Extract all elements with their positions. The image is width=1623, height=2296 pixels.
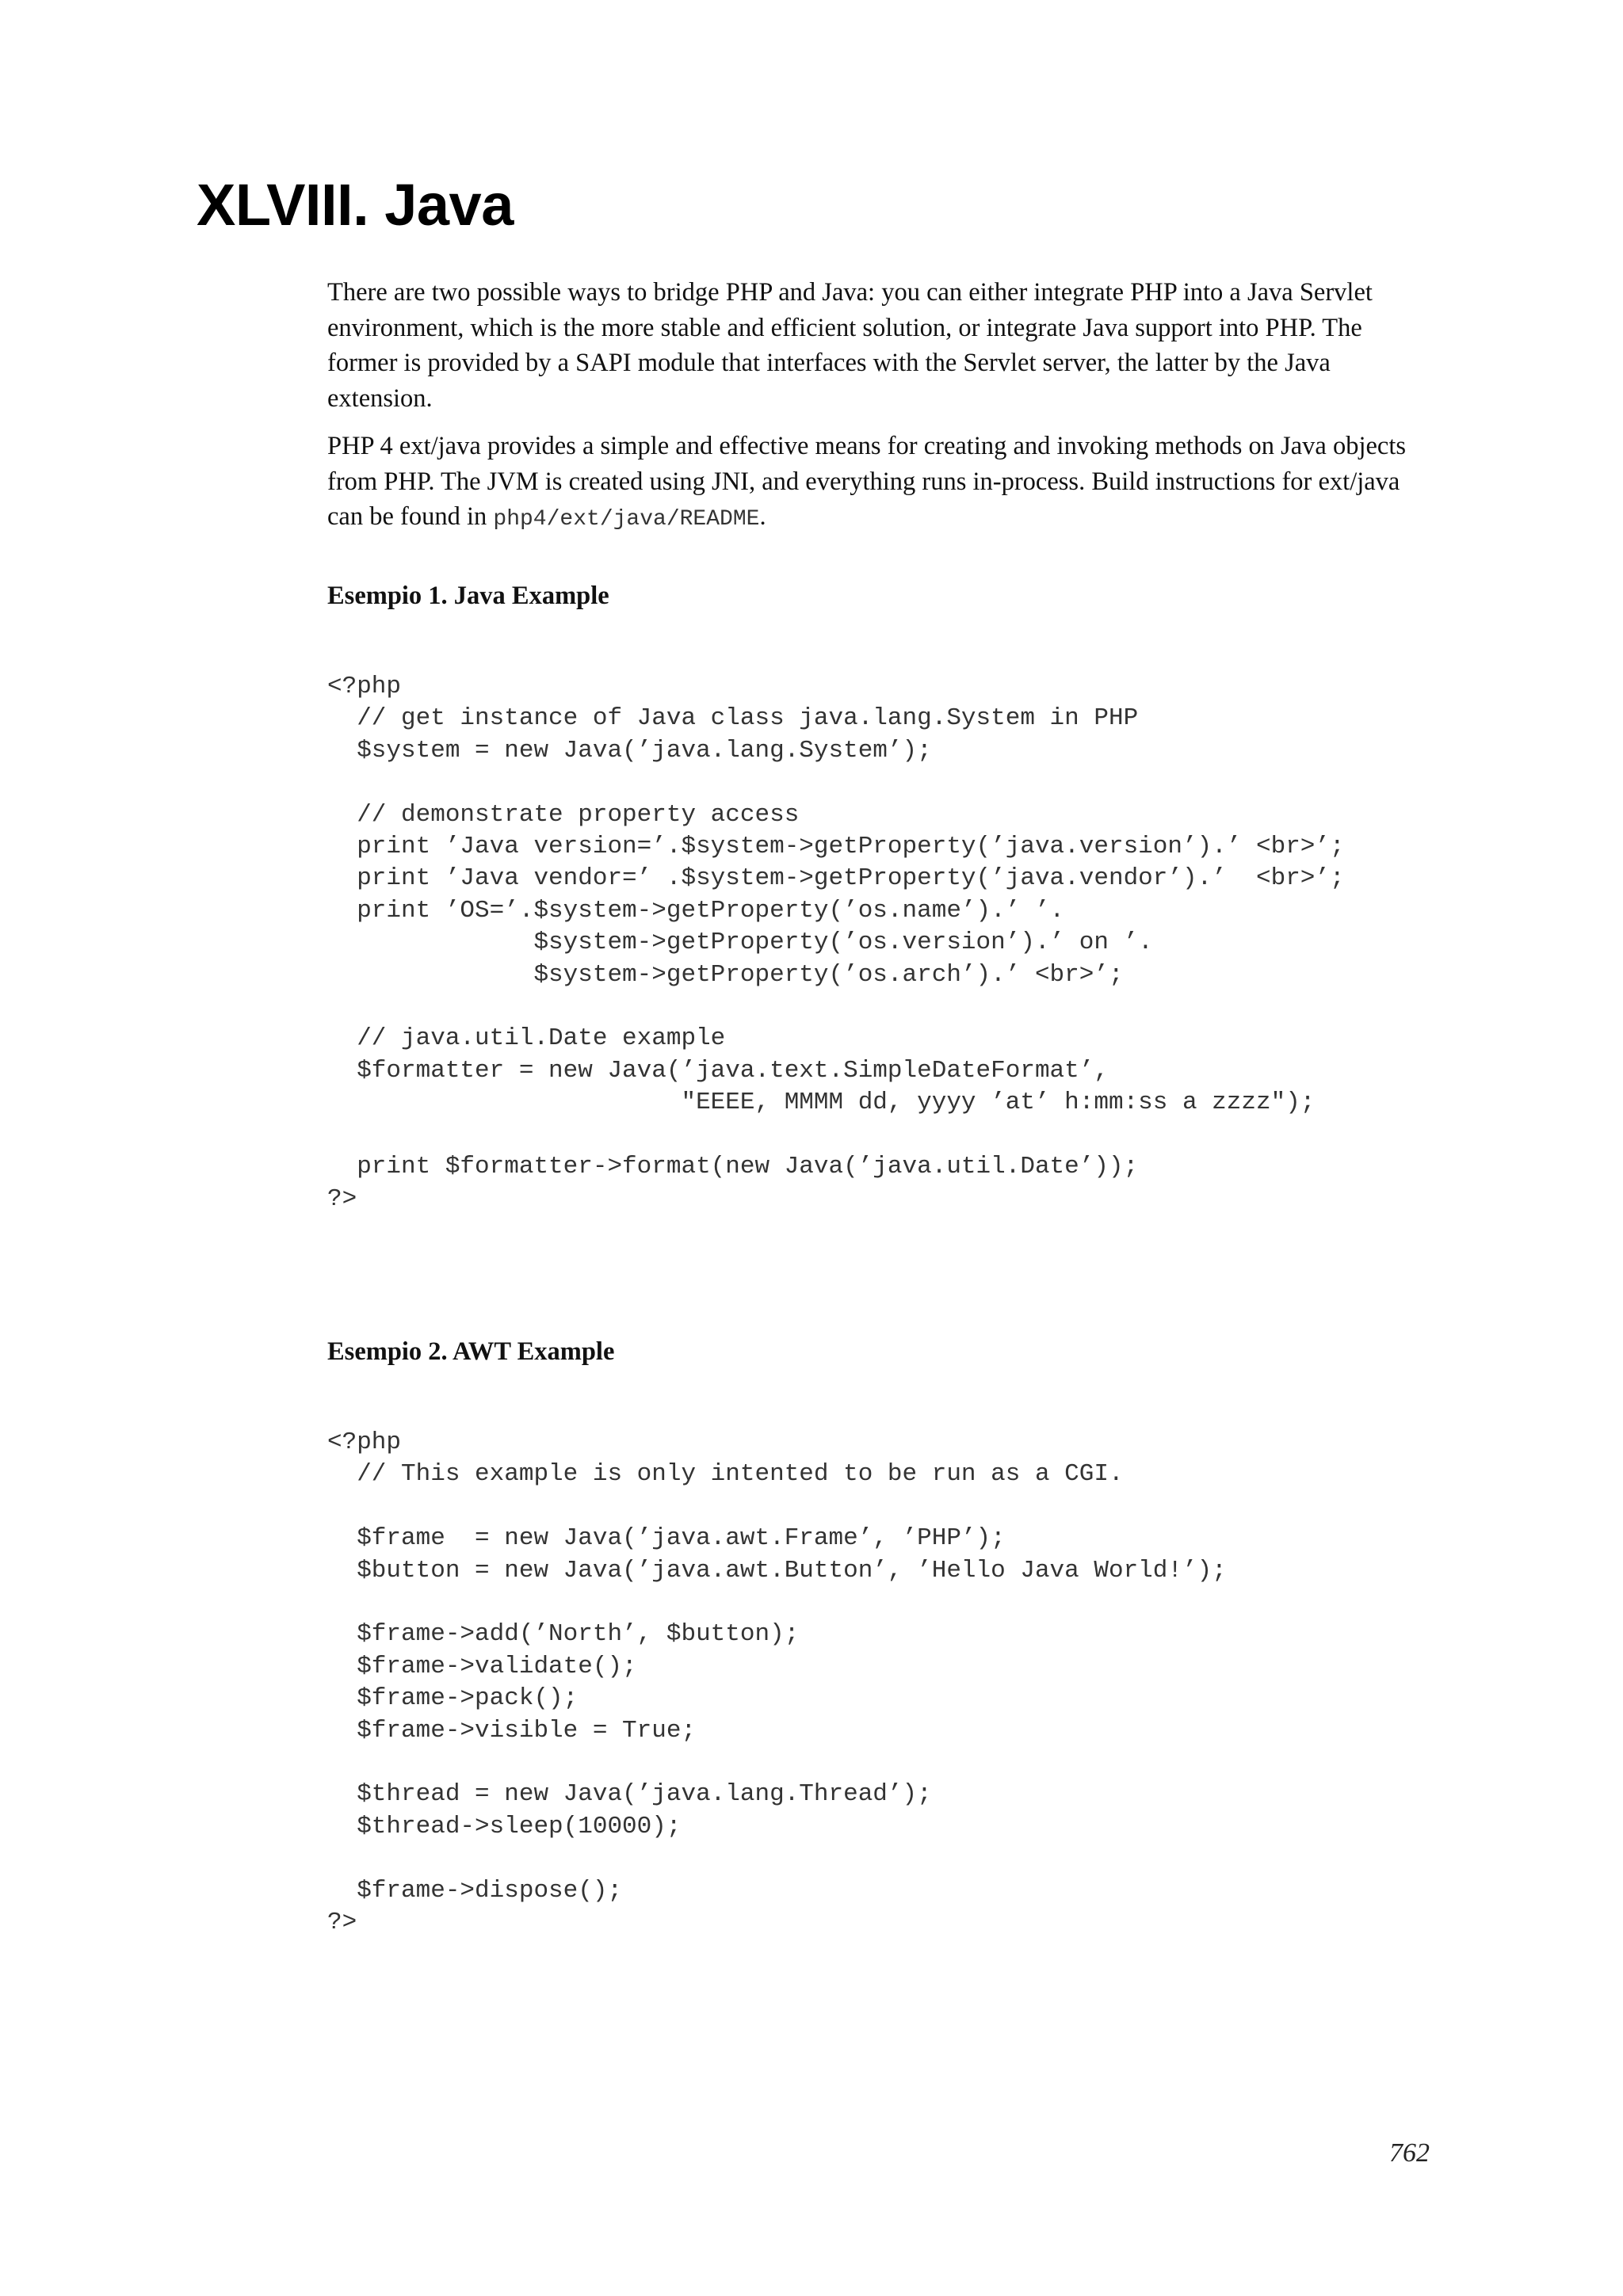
intro-paragraph-1: There are two possible ways to bridge PHP and Java: you can either integrate PHP into a Java Servlet environment, which is the more stable and efficient solution, or integrate Java support into PHP. The former is provided by a SAPI module that interfaces with the Servlet server, the latter by the Java extension. [327, 278, 1373, 413]
readme-path: php4/ext/java/README [493, 507, 760, 532]
intro-paragraph-2-end: . [759, 502, 766, 531]
example-1-title: Esempio 1. Java Example [327, 582, 609, 610]
intro-paragraph-2-text: PHP 4 ext/java provides a simple and effective means for creating and invoking methods on Java objects from PHP. The JVM is created using JNI, and everything runs in-process. Build instructions for ext/java can be found in [327, 432, 1407, 531]
chapter-title: XLVIII. Java [197, 172, 514, 238]
example-1-code: <?php // get instance of Java class java.lang.System in PHP $system = new Java(’java.lang.System’); // demonstrate property access print ’Java version=’.$system->getProperty(’java.version’).’ <br>’; print ’Java vendor=’ .$system->getProperty(’java.vendor’).’ <br>’; print ’OS=’.$system->getProperty(’os.name’).’ ’. $system->getProperty(’os.version’).’ on ’. $system->getProperty(’os.arch’).’ <br>’; // java.util.Date example $formatter = new Java(’java.text.SimpleDateFormat’, "EEEE, MMMM dd, yyyy ’at’ h:mm:ss a zzzz"); print $formatter->format(new Java(’java.util.Date’)); ?> [327, 673, 1345, 1213]
example-2-title: Esempio 2. AWT Example [327, 1337, 615, 1366]
page-number: 762 [1389, 2138, 1430, 2168]
intro-paragraph-2 [327, 429, 1429, 538]
example-2-code: <?php // This example is only intented to be run as a CGI. $frame = new Java(’java.awt.Frame’, ’PHP’); $button = new Java(’java.awt.Button’, ’Hello Java World!’); $frame->add(’North’, $button); $frame->validate(); $frame->pack(); $frame->visible = True; $thread = new Java(’java.lang.Thread’); $thread->sleep(10000); $frame->dispose(); ?> [327, 1428, 1227, 1937]
